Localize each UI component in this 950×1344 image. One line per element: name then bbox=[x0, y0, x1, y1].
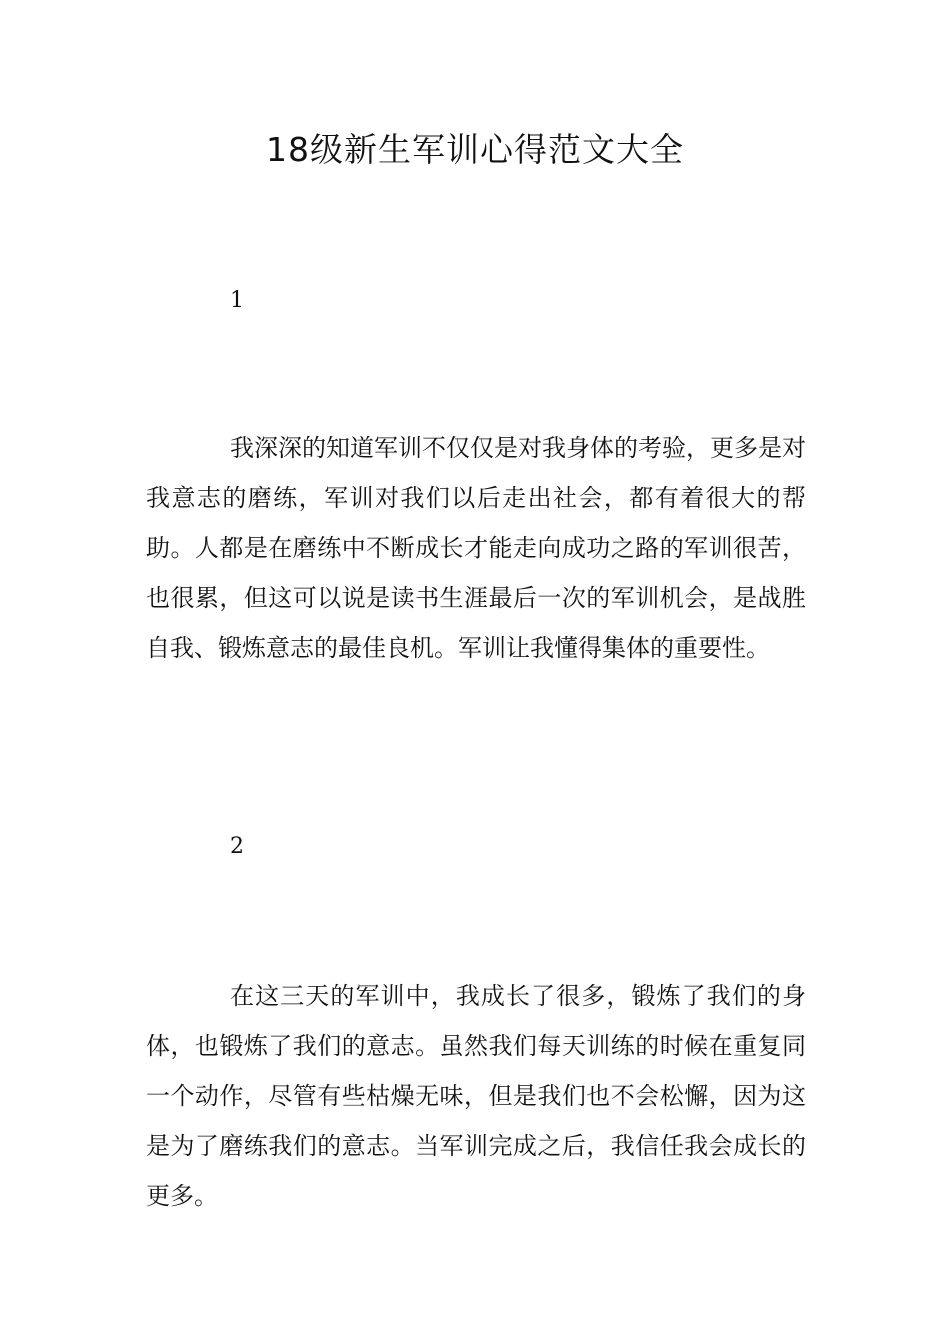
section-number-2: 2 bbox=[230, 834, 244, 859]
section-paragraph-2: 在这三天的军训中，我成长了很多，锻炼了我们的身体，也锻炼了我们的意志。虽然我们每天训练的时候在重复同一个动作，尽管有些枯燥无味，但是我们也不会松懈，因为这是为了磨练我们的意志。当军训完成之后，我信任我会成长的更多。 bbox=[146, 982, 806, 1210]
document-title: 18级新生军训心得范文大全 bbox=[266, 130, 684, 169]
section-paragraph-1: 我深深的知道军训不仅仅是对我身体的考验，更多是对我意志的磨练，军训对我们以后走出社会，都有着很大的帮助。人都是在磨练中不断成长才能走向成功之路的军训很苦，也很累，但这可以说是读书生涯最后一次的军训机会，是战胜自我、锻炼意志的最佳良机。军训让我懂得集体的重要性。 bbox=[146, 434, 806, 662]
section-number-1: 1 bbox=[230, 288, 244, 313]
